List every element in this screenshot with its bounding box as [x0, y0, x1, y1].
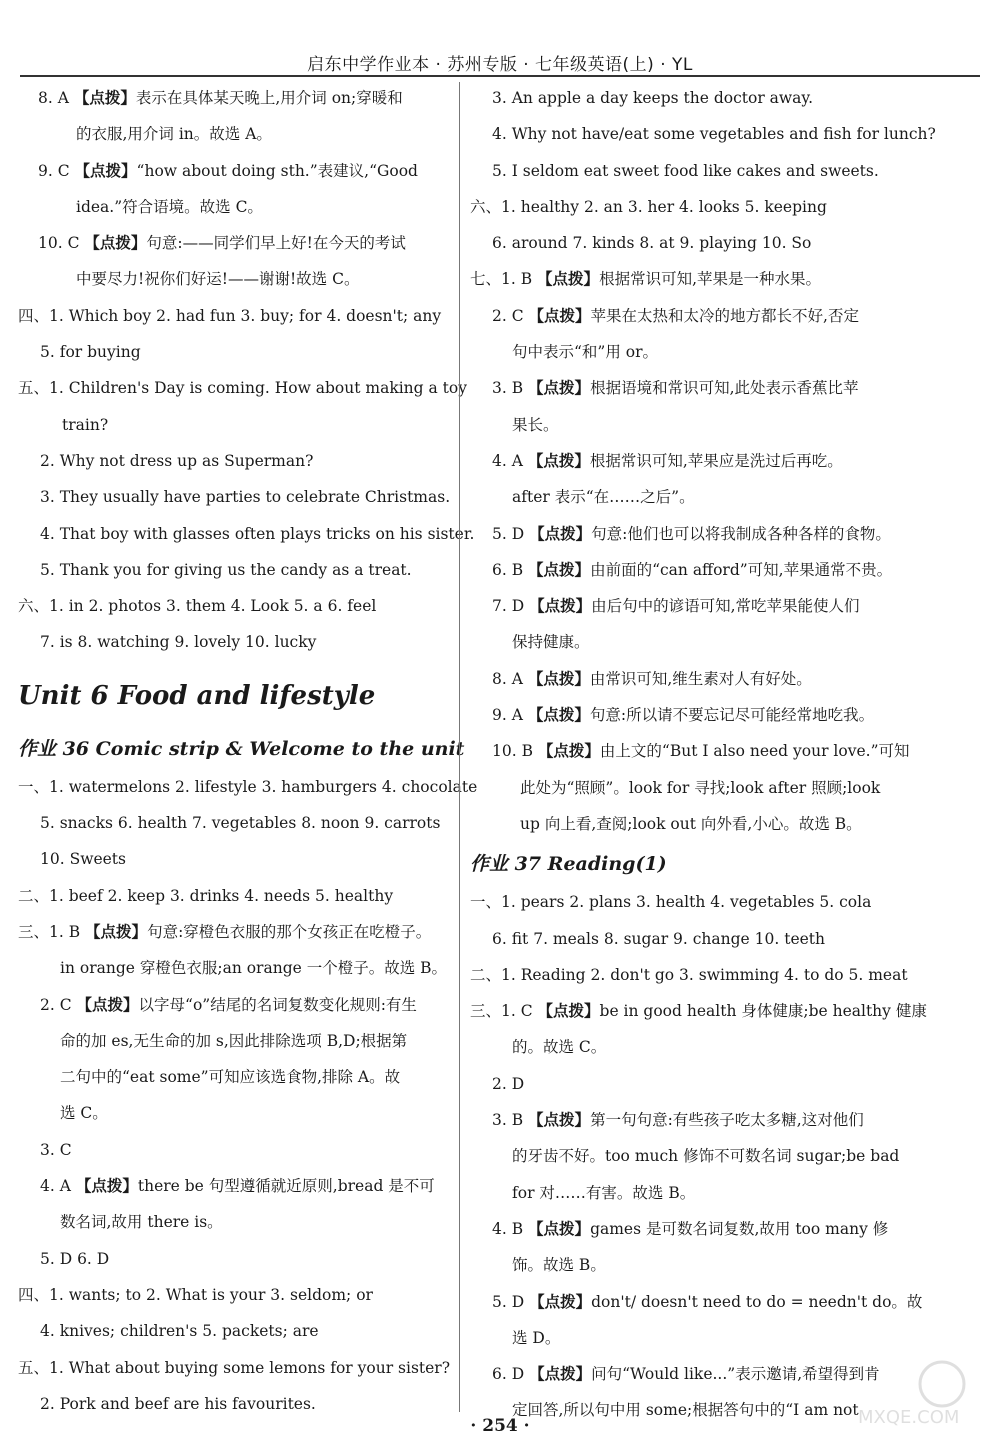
text-segment: 3. C — [40, 1140, 72, 1159]
text-line — [470, 407, 982, 443]
text-line — [470, 806, 982, 842]
text-line — [18, 1095, 448, 1131]
text-line — [18, 298, 448, 334]
hint-label: 【点拨】 — [527, 705, 590, 725]
text-segment: 作业 37 Reading(1) — [470, 853, 667, 876]
hint-label: 【点拨】 — [527, 450, 590, 470]
text-line — [470, 957, 982, 993]
text-line — [470, 80, 982, 116]
hint-label: 【点拨】 — [537, 269, 600, 289]
text-segment: 二句中的“eat some”可知应该选食物,排除 A。故 — [60, 1068, 401, 1087]
text-line — [18, 189, 448, 225]
text-segment: 句意:所以请不要忘记尽可能经常地吃我。 — [589, 706, 875, 725]
text-segment: 一、1. pears 2. plans 3. health 4. vegetables 5. cola — [470, 893, 872, 912]
text-segment: 2. C — [40, 995, 77, 1014]
text-segment: 4. knives; children's 5. packets; are — [40, 1322, 319, 1341]
text-line — [18, 407, 448, 443]
text-segment: 10. B — [492, 742, 538, 761]
hint-label: 【点拨】 — [85, 921, 148, 941]
text-segment: 问句“Would like...”表示邀请,希望得到肯 — [591, 1365, 880, 1384]
text-segment: 由后句中的谚语可知,常吃苹果能使人们 — [591, 597, 860, 616]
text-segment: 保持健康。 — [512, 633, 590, 652]
text-segment: 的牙齿不好。too much 修饰不可数名词 sugar;be bad — [512, 1147, 900, 1166]
text-line — [470, 1029, 982, 1065]
text-line — [18, 1241, 448, 1277]
text-line — [18, 1132, 448, 1168]
hint-label: 【点拨】 — [529, 1364, 592, 1384]
hint-label: 【点拨】 — [529, 1291, 592, 1311]
text-segment: 由常识可知,维生素对人有好处。 — [589, 669, 812, 688]
page-header: 启东中学作业本 · 苏州专版 · 七年级英语(上) · YL — [307, 55, 693, 75]
text-line — [18, 225, 448, 261]
text-line — [470, 1175, 982, 1211]
text-segment: idea.”符合语境。故选 C。 — [76, 197, 263, 216]
column-divider — [459, 82, 460, 1412]
hint-label: 【点拨】 — [528, 559, 591, 579]
text-line — [470, 993, 982, 1029]
text-line — [470, 733, 982, 769]
text-segment: 命的加 es,无生命的加 s,因此排除选项 B,D;根据第 — [60, 1031, 408, 1050]
text-segment: 此处为“照顾”。look for 寻找;look after 照顾;look — [520, 778, 881, 797]
text-line — [470, 588, 982, 624]
hint-label: 【点拨】 — [76, 994, 139, 1014]
hint-label: 【点拨】 — [75, 1176, 138, 1196]
text-segment: in orange 穿橙色衣服;an orange 一个橙子。故选 B。 — [60, 959, 448, 978]
text-line — [18, 914, 448, 950]
watermark-text: MXQE.COM — [858, 1407, 960, 1428]
text-line — [470, 1284, 982, 1320]
hint-label: 【点拨】 — [74, 160, 137, 180]
text-segment: 10. C — [38, 234, 85, 253]
hint-label: 【点拨】 — [537, 741, 600, 761]
text-segment: 8. A — [38, 89, 74, 107]
text-segment: 的衣服,用介词 in。故选 A。 — [76, 125, 272, 144]
text-line — [18, 479, 451, 515]
text-line — [470, 1138, 982, 1174]
text-segment: 6. around 7. kinds 8. at 9. playing 10. So — [492, 234, 812, 253]
hint-label: 【点拨】 — [528, 305, 591, 325]
page-number: · 254 · — [470, 1416, 530, 1436]
text-line — [470, 479, 982, 515]
text-segment: 4. A — [40, 1177, 76, 1196]
left-column — [18, 80, 478, 1422]
text-segment: 2. Pork and beef are his favourites. — [40, 1394, 316, 1413]
text-line — [470, 370, 982, 406]
text-segment: 二、1. beef 2. keep 3. drinks 4. needs 5. healthy — [18, 886, 394, 905]
text-segment: 3. B — [492, 1111, 529, 1130]
hint-label: 【点拨】 — [528, 378, 591, 398]
text-line — [470, 225, 982, 261]
text-line — [18, 987, 448, 1023]
text-line — [18, 1313, 448, 1349]
text-segment: 3. They usually have parties to celebrate Christmas. — [40, 488, 451, 507]
hint-label: 【点拨】 — [537, 1001, 600, 1021]
text-segment: games 是可数名词复数,故用 too many 修 — [590, 1219, 889, 1238]
text-segment: 9. A — [492, 706, 528, 725]
text-line — [470, 1066, 982, 1102]
text-line — [470, 624, 982, 660]
text-line — [470, 189, 982, 225]
text-line — [470, 770, 982, 806]
text-segment: 5. I seldom eat sweet food like cakes and sweets. — [492, 161, 879, 180]
text-segment: 句中表示“和”用 or。 — [512, 343, 659, 362]
text-segment: 二、1. Reading 2. don't go 3. swimming 4. to do 5. meat — [470, 965, 908, 984]
text-segment: 由上文的“But I also need your love.”可知 — [599, 742, 910, 761]
text-line — [18, 443, 448, 479]
text-line — [470, 552, 982, 588]
text-segment: Unit 6 Food and lifestyle — [18, 680, 376, 711]
unit-heading — [18, 661, 448, 727]
text-line — [18, 261, 448, 297]
text-segment: 七、1. B — [470, 270, 538, 289]
text-line — [470, 1211, 982, 1247]
text-segment: 3. B — [492, 379, 529, 398]
text-segment: 2. D — [492, 1074, 525, 1093]
text-segment: 定回答,所以句中用 some;根据答句中的“I am not — [512, 1401, 859, 1420]
text-line — [18, 1350, 451, 1386]
text-segment: 作业 36 Comic strip & Welcome to the unit — [18, 737, 465, 760]
text-segment: 四、1. wants; to 2. What is your 3. seldom; or — [18, 1285, 373, 1304]
text-line — [18, 841, 448, 877]
text-line — [18, 588, 448, 624]
text-segment: 8. A — [492, 669, 528, 688]
text-line — [470, 516, 982, 552]
text-segment: don't/ doesn't need to do = needn't do。故 — [591, 1292, 923, 1311]
text-line — [18, 116, 448, 152]
text-segment: up 向上看,查阅;look out 向外看,小心。故选 B。 — [520, 814, 862, 833]
right-column — [470, 80, 982, 1429]
text-segment: 5. Thank you for giving us the candy as a treat. — [40, 560, 412, 579]
text-line — [470, 697, 982, 733]
text-line — [18, 153, 448, 189]
text-segment: 7. D — [492, 597, 530, 616]
text-segment: be in good health 身体健康;be healthy 健康 — [599, 1002, 927, 1021]
text-segment: train? — [62, 415, 109, 434]
hint-label: 【点拨】 — [528, 1218, 591, 1238]
text-segment: 5. for buying — [40, 343, 141, 362]
text-line — [470, 334, 982, 370]
text-line — [470, 116, 982, 152]
text-segment: 5. D 6. D — [40, 1249, 110, 1268]
text-segment: 2. Why not dress up as Superman? — [40, 451, 314, 470]
text-segment: 五、1. Children's Day is coming. How about making a toy — [18, 379, 468, 398]
text-line — [18, 334, 448, 370]
hint-label: 【点拨】 — [527, 668, 590, 688]
text-line — [18, 80, 448, 116]
text-segment: 根据常识可知,苹果应是洗过后再吃。 — [589, 451, 843, 470]
text-line — [470, 261, 982, 297]
text-line — [18, 1168, 448, 1204]
text-segment: 由前面的“can afford”可知,苹果通常不贵。 — [590, 560, 893, 579]
text-segment: 根据语境和常识可知,此处表示香蕉比苹 — [590, 379, 859, 398]
text-segment: 4. That boy with glasses often plays tricks on his sister. — [40, 524, 475, 543]
watermark-logo — [852, 1359, 972, 1429]
text-segment: 三、1. B — [18, 922, 86, 941]
text-segment: 苹果在太热和太冷的地方都长不好,否定 — [590, 306, 859, 325]
text-segment: after 表示“在……之后”。 — [512, 488, 695, 507]
section-heading — [18, 727, 465, 769]
text-segment: 第一句句意:有些孩子吃太多糖,这对他们 — [590, 1111, 864, 1130]
text-segment: 5. D — [492, 1292, 530, 1311]
text-segment: 根据常识可知,苹果是一种水果。 — [599, 270, 821, 289]
text-segment: 6. fit 7. meals 8. sugar 9. change 10. teeth — [492, 929, 826, 948]
text-line — [18, 950, 448, 986]
text-segment: 的。故选 C。 — [512, 1038, 607, 1057]
hint-label: 【点拨】 — [528, 1110, 591, 1130]
text-line — [18, 805, 448, 841]
text-segment: 数名词,故用 there is。 — [60, 1213, 223, 1232]
text-segment: 5. snacks 6. health 7. vegetables 8. noon 9. carrots — [40, 814, 441, 833]
hint-label: 【点拨】 — [73, 88, 136, 107]
text-line — [18, 1023, 448, 1059]
text-segment: 句意:——同学们早上好!在今天的考试 — [146, 234, 406, 253]
text-line — [470, 153, 982, 189]
text-line — [470, 443, 982, 479]
text-segment: 2. C — [492, 306, 529, 325]
text-line — [18, 1059, 448, 1095]
text-line — [18, 1204, 448, 1240]
text-segment: 选 C。 — [60, 1104, 108, 1123]
text-segment: 以字母“o”结尾的名词复数变化规则:有生 — [138, 995, 417, 1014]
text-segment: there be 句型遵循就近原则,bread 是不可 — [137, 1177, 435, 1196]
text-segment: 5. D — [492, 524, 530, 543]
text-line — [18, 370, 468, 406]
text-segment: 10. Sweets — [40, 850, 126, 869]
text-segment: 9. C — [38, 161, 75, 180]
text-line — [470, 1102, 982, 1138]
text-segment: 句意:穿橙色衣服的那个女孩正在吃橙子。 — [147, 922, 432, 941]
text-segment: 四、1. Which boy 2. had fun 3. buy; for 4. doesn't; any — [18, 306, 442, 325]
text-segment: 选 D。 — [512, 1328, 561, 1347]
hint-label: 【点拨】 — [84, 233, 147, 253]
text-line — [470, 1247, 982, 1283]
text-segment: 一、1. watermelons 2. lifestyle 3. hamburgers 4. chocolate — [18, 777, 478, 796]
text-segment: 4. Why not have/eat some vegetables and fish for lunch? — [492, 125, 936, 144]
text-segment: 4. A — [492, 451, 528, 470]
text-segment: 表示在具体某天晚上,用介词 on;穿暖和 — [135, 89, 403, 107]
text-line — [18, 878, 448, 914]
text-line — [18, 552, 448, 588]
section-heading — [470, 842, 982, 884]
hint-label: 【点拨】 — [529, 596, 592, 616]
text-segment: for 对……有害。故选 B。 — [512, 1183, 696, 1202]
text-segment: 句意:他们也可以将我制成各种各样的食物。 — [591, 524, 891, 543]
text-segment: 6. D — [492, 1365, 530, 1384]
text-segment: 六、1. healthy 2. an 3. her 4. looks 5. keeping — [470, 197, 827, 216]
text-segment: 4. B — [492, 1219, 529, 1238]
text-segment: 三、1. C — [470, 1002, 538, 1021]
text-line — [470, 661, 982, 697]
text-line — [18, 516, 475, 552]
text-segment: 五、1. What about buying some lemons for your sister? — [18, 1358, 451, 1377]
text-line — [470, 1320, 982, 1356]
text-line — [470, 298, 982, 334]
text-line — [470, 921, 982, 957]
text-segment: 7. is 8. watching 9. lovely 10. lucky — [40, 633, 317, 652]
text-segment: 六、1. in 2. photos 3. them 4. Look 5. a 6. feel — [18, 597, 377, 616]
text-segment: 中要尽力!祝你们好运!——谢谢!故选 C。 — [76, 270, 360, 289]
text-segment: 果长。 — [512, 415, 559, 434]
text-line — [18, 769, 478, 805]
header-rule — [20, 75, 980, 77]
text-line — [470, 884, 982, 920]
hint-label: 【点拨】 — [529, 523, 592, 543]
text-line — [18, 624, 448, 660]
text-segment: “how about doing sth.”表建议,“Good — [136, 161, 418, 180]
text-segment: 3. An apple a day keeps the doctor away. — [492, 89, 814, 107]
text-segment: 饰。故选 B。 — [512, 1256, 606, 1275]
text-segment: 6. B — [492, 560, 529, 579]
text-line — [18, 1277, 448, 1313]
